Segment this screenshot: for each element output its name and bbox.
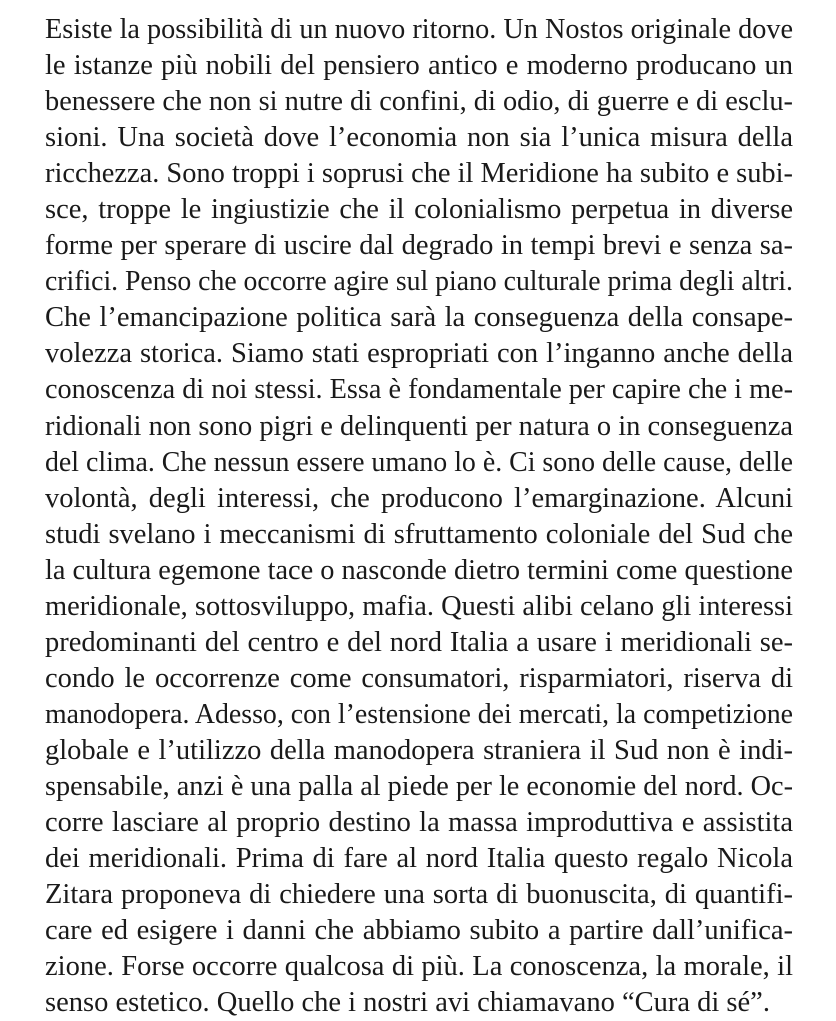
text-line: spensabile, anzi è una palla al piede per le economie del nord. Oc- [45,770,793,802]
text-line: globale e l’utilizzo della manodopera straniera il Sud non è indi- [45,734,793,766]
text-line: volezza storica. Siamo stati espropriati con l’inganno anche della [45,338,793,370]
text-line: Zitara proponeva di chiedere una sorta di buonuscita, di quantifi- [45,879,793,911]
text-line: crifici. Penso che occorre agire sul piano culturale prima degli altri. [45,266,793,298]
text-line: meridionale, sottosviluppo, mafia. Questi alibi celano gli interessi [45,590,793,622]
text-line: ricchezza. Sono troppi i soprusi che il Meridione ha subito e subi- [45,158,793,190]
text-line: predominanti del centro e del nord Italia a usare i meridionali se- [45,626,793,658]
text-line: forme per sperare di uscire dal degrado in tempi brevi e senza sa- [45,230,793,262]
text-line: benessere che non si nutre di confini, di odio, di guerre e di esclu- [45,86,793,118]
text-line: senso estetico. Quello che i nostri avi chiamavano “Cura di sé”. [45,987,770,1019]
text-line: la cultura egemone tace o nasconde dietro termini come questione [45,554,793,586]
text-line: le istanze più nobili del pensiero antico e moderno producano un [45,50,793,82]
text-line: corre lasciare al proprio destino la massa improduttiva e assistita [45,807,793,839]
text-line: sce, troppe le ingiustizie che il colonialismo perpetua in diverse [45,194,793,226]
text-line: manodopera. Adesso, con l’estensione dei mercati, la competizione [45,698,793,730]
text-line: volontà, degli interessi, che producono l’emarginazione. Alcuni [45,482,793,514]
text-line: Esiste la possibilità di un nuovo ritorno. Un Nostos originale dove [45,14,793,45]
body-paragraph [45,12,793,1021]
text-line: del clima. Che nessun essere umano lo è. Ci sono delle cause, delle [45,446,793,478]
text-line: Che l’emancipazione politica sarà la conseguenza della consape- [45,302,793,334]
text-line: zione. Forse occorre qualcosa di più. La conoscenza, la morale, il [45,951,793,983]
text-line: ridionali non sono pigri e delinquenti per natura o in conseguenza [45,410,793,442]
text-line: dei meridionali. Prima di fare al nord Italia questo regalo Nicola [45,843,793,875]
text-line: condo le occorrenze come consumatori, risparmiatori, riserva di [45,662,793,694]
text-line: studi svelano i meccanismi di sfruttamento coloniale del Sud che [45,518,793,550]
text-line: conoscenza di noi stessi. Essa è fondamentale per capire che i me- [45,374,793,406]
text-line: care ed esigere i danni che abbiamo subito a partire dall’unifica- [45,915,793,947]
document-page [45,12,793,1021]
text-line: sioni. Una società dove l’economia non sia l’unica misura della [45,122,793,154]
